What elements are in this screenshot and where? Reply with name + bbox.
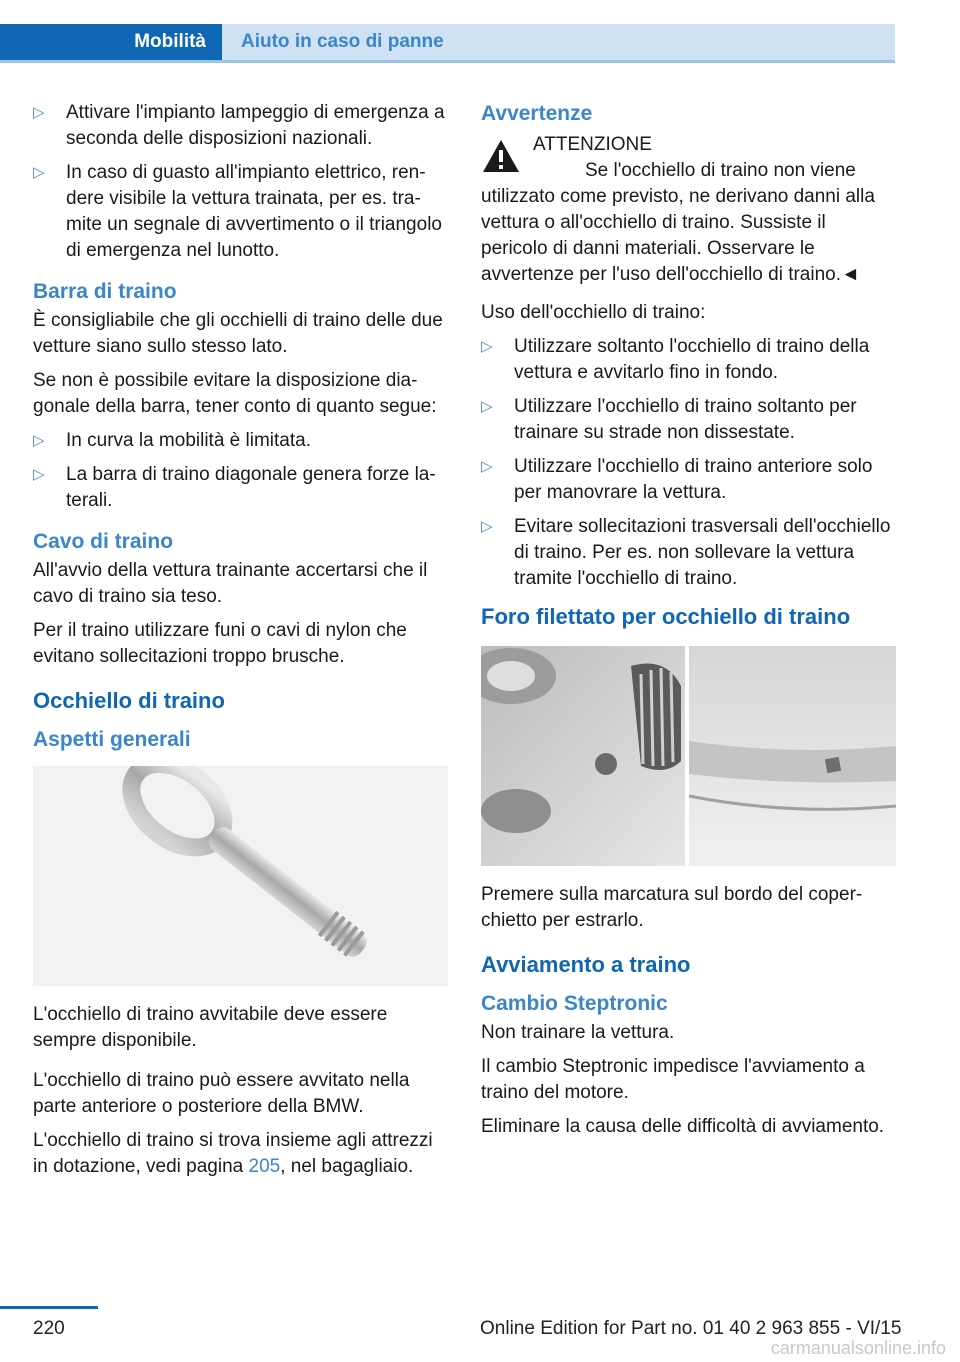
warnings-heading: Avvertenze — [481, 102, 593, 125]
warning-text: Se l'occhiello di traino non viene utilizzato come previsto, ne derivano danni alla vettura o all'occhiello di traino. Sussiste il pericolo di danni materiali. Osservare le avvertenze per l'uso dell'occhiello di traino.◄ — [481, 160, 875, 285]
tow-start-heading: Avviamento a traino — [481, 952, 691, 977]
car-bumper-icon — [481, 646, 896, 866]
tow-start-paragraph: Non trainare la vettura. — [481, 1022, 675, 1043]
steptronic-heading: Cambio Steptronic — [481, 992, 668, 1015]
triangle-bullet-icon: ▷ — [33, 432, 45, 449]
list-item: ▷ La barra di traino diagonale genera forze laterali. — [33, 464, 436, 511]
warning-label: ATTENZIONE — [533, 134, 652, 155]
tow-start-paragraph: Eliminare la causa delle difficoltà di avviamento. — [481, 1116, 885, 1137]
section-tab: Mobilità — [0, 24, 222, 60]
triangle-bullet-icon: ▷ — [481, 518, 493, 535]
thread-hole-paragraph: Premere sulla marcatura sul bordo del coperchietto per estrarlo. — [481, 884, 863, 931]
tow-cable-paragraph: Per il traino utilizzare funi o cavi di nylon che evitano sollecitazioni troppo brusche. — [33, 620, 407, 667]
tow-eye-paragraph: L'occhiello di traino può essere avvitato nella parte anteriore o posteriore della BMW. — [33, 1070, 410, 1117]
triangle-bullet-icon: ▷ — [481, 338, 493, 355]
tow-eye-location-paragraph: L'occhiello di traino si trova insieme agli attrezzi in dotazione, vedi pagina 205, nel bagagliaio. — [33, 1130, 433, 1177]
triangle-bullet-icon: ▷ — [33, 164, 45, 181]
right-column — [481, 100, 896, 1148]
tow-eye-paragraph: L'occhiello di traino avvitabile deve essere sempre disponibile. — [33, 1004, 388, 1051]
list-item: ▷ Utilizzare l'occhiello di traino anteriore solo per manovrare la vettura. — [481, 456, 873, 503]
usage-bullet-list — [481, 334, 896, 592]
tow-start-paragraph: Il cambio Steptronic impedisce l'avviamento a traino del motore. — [481, 1056, 865, 1103]
tow-bar-paragraph: È consigliabile che gli occhielli di traino delle due vetture siano sullo stesso lato. — [33, 310, 443, 357]
thread-hole-heading: Foro filettato per occhiello di traino — [481, 604, 851, 629]
footer-divider — [0, 1306, 98, 1309]
bumper-photo — [481, 646, 896, 866]
header-divider — [0, 60, 895, 63]
triangle-bullet-icon: ▷ — [33, 104, 45, 121]
warning-block — [481, 132, 896, 288]
triangle-bullet-icon: ▷ — [33, 466, 45, 483]
usage-intro: Uso dell'occhiello di traino: — [481, 302, 706, 323]
list-item: ▷ In caso di guasto all'impianto elettrico, rendere visibile la vettura trainata, per es. tramite un segnale di avvertimento o il triangolo di emergenza nel lunotto. — [33, 162, 442, 261]
tow-cable-heading: Cavo di traino — [33, 530, 174, 553]
page-number: 220 — [33, 1318, 65, 1339]
tow-cable-paragraph: All'avvio della vettura trainante accertarsi che il cavo di traino sia teso. — [33, 560, 428, 607]
tow-eye-heading: Occhiello di traino — [33, 688, 225, 713]
list-item: ▷ Attivare l'impianto lampeggio di emergenza a seconda delle disposizioni nazionali. — [33, 102, 445, 149]
edition-text: Online Edition for Part no. 01 40 2 963 855 - VI/15 — [480, 1318, 902, 1339]
page-link[interactable]: 205 — [248, 1156, 281, 1177]
watermark: carmanualsonline.info — [770, 1338, 946, 1358]
tow-bar-heading: Barra di traino — [33, 280, 177, 303]
list-item: ▷ Evitare sollecitazioni trasversali dell'occhiello di traino. Per es. non sollevare la vettura tramite l'occhiello di traino. — [481, 516, 891, 589]
list-item: ▷ In curva la mobilità è limitata. — [33, 428, 448, 454]
list-item: ▷ Utilizzare soltanto l'occhiello di traino della vettura e avvitarlo fino in fondo. — [481, 336, 870, 383]
warning-triangle-icon — [481, 138, 521, 174]
tow-bar-bullet-list — [33, 428, 448, 514]
list-item: ▷ Utilizzare l'occhiello di traino soltanto per trainare su strade non dissestate. — [481, 396, 857, 443]
tow-eye-icon — [33, 766, 448, 986]
triangle-bullet-icon: ▷ — [481, 398, 493, 415]
tow-bar-paragraph: Se non è possibile evitare la disposizione diagonale della barra, tener conto di quanto segue: — [33, 370, 437, 417]
top-bullet-list — [33, 100, 448, 264]
triangle-bullet-icon: ▷ — [481, 458, 493, 475]
chapter-tab: Aiuto in caso di panne — [222, 24, 895, 60]
tow-eye-illustration — [33, 766, 448, 986]
general-aspects-heading: Aspetti generali — [33, 728, 191, 751]
left-column — [33, 100, 448, 1188]
